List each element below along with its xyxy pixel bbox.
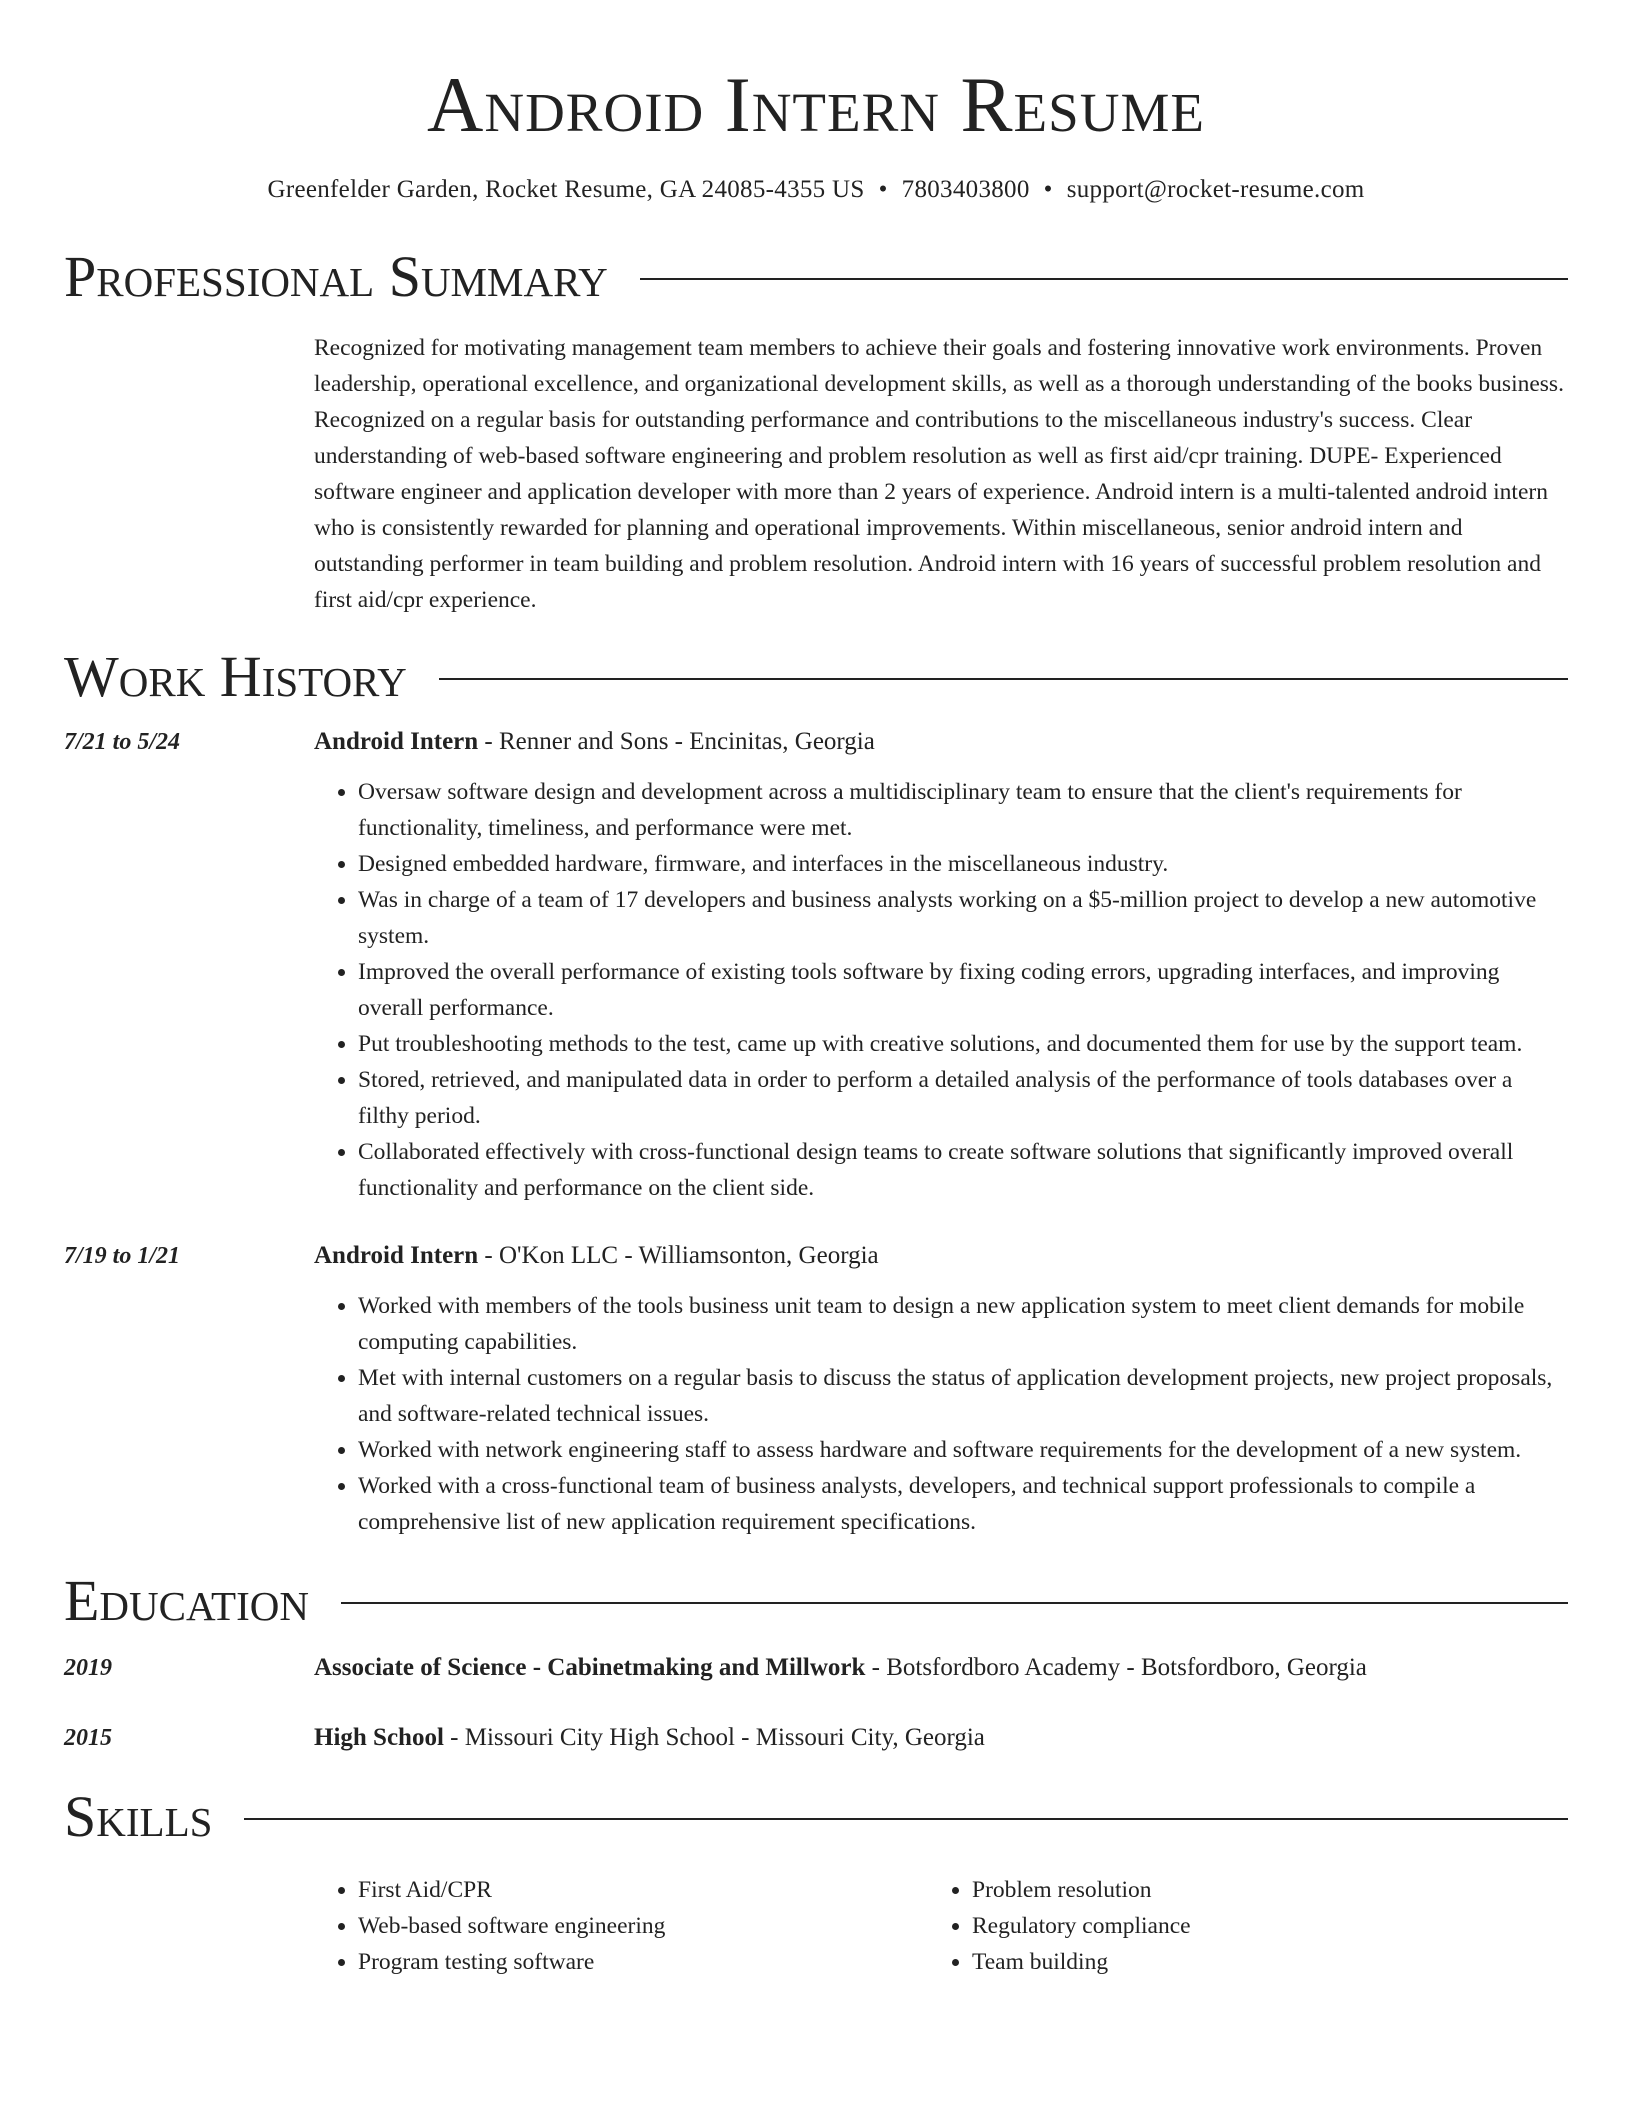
job-entry	[64, 724, 1568, 1206]
skills-list	[314, 1872, 1568, 1980]
work-heading: Work History	[64, 643, 407, 709]
job-header	[314, 724, 1568, 760]
job-bullets	[314, 774, 1568, 1206]
contact-address: Greenfelder Garden, Rocket Resume, GA 24085-4355 US	[267, 176, 865, 203]
summary-heading: Professional Summary	[64, 244, 608, 309]
summary-text: Recognized for motivating management team members to achieve their goals and fostering innovative work environments. Proven leadership, operational excellence, and organizational development skills, as well as a thorough understanding of the books business. Recognized on a regular basis for outstanding performance and contributions to the miscellaneous industry's success. Clear understanding of web-based software engineering and problem resolution as well as first aid/cpr training. DUPE- Experienced software engineer and application developer with more than 2 years of experience. Android intern is a multi-talented android intern who is consistently rewarded for planning and operational improvements. Within miscellaneous, senior android intern and outstanding performer in team building and problem resolution. Android intern with 16 years of successful problem resolution and first aid/cpr experience.	[314, 335, 1564, 613]
job-body	[314, 724, 1568, 1206]
education-heading: Education	[64, 1567, 309, 1633]
contact-email: support@rocket-resume.com	[1066, 176, 1365, 203]
job-bullet: • Worked with a cross-functional team of business analysts, developers, and technical support professionals to compile a comprehensive list of new application requirement specifications.	[358, 1468, 1568, 1540]
job-details: - O'Kon LLC - Williamsonton, Georgia	[478, 1241, 879, 1269]
education-details: - Missouri City High School - Missouri City, Georgia	[443, 1723, 985, 1751]
job-bullet: • Was in charge of a team of 17 developers and business analysts working on a $5-million project to develop a new automotive system.	[358, 882, 1568, 954]
education-entry	[64, 1650, 1568, 1686]
job-entry	[64, 1238, 1568, 1540]
skills-section-header	[64, 1782, 1568, 1852]
education-body	[314, 1720, 1568, 1756]
education-entry	[64, 1720, 1568, 1756]
job-body	[314, 1238, 1568, 1540]
section-divider	[341, 1602, 1568, 1604]
contact-line	[64, 174, 1568, 206]
job-bullet: • Worked with members of the tools business unit team to design a new application system to meet client demands for mobile computing capabilities.	[358, 1288, 1568, 1360]
job-bullets	[314, 1288, 1568, 1540]
skill-item: • Regulatory compliance	[972, 1908, 1542, 1944]
skill-item: • First Aid/CPR	[358, 1872, 928, 1908]
job-dates: 7/21 to 5/24	[64, 728, 181, 755]
education-year: 2019	[64, 1654, 112, 1681]
job-bullet: • Improved the overall performance of existing tools software by fixing coding errors, upgrading interfaces, and improving overall performance.	[358, 954, 1568, 1026]
section-divider	[640, 278, 1568, 280]
skill-item: • Team building	[972, 1944, 1542, 1980]
education-degree: Associate of Science - Cabinetmaking and Millwork	[314, 1653, 866, 1681]
education-body	[314, 1650, 1568, 1686]
skills-column-left	[314, 1872, 928, 1980]
education-year: 2015	[64, 1724, 112, 1751]
skills-heading: Skills	[64, 1783, 213, 1849]
job-title: Android Intern	[314, 1241, 479, 1269]
contact-phone: 7803403800	[901, 176, 1030, 203]
summary-section-header	[64, 242, 1568, 312]
education-degree: High School	[314, 1723, 444, 1751]
section-divider	[244, 1818, 1568, 1820]
job-bullet: • Put troubleshooting methods to the test, came up with creative solutions, and documented them for use by the support team.	[358, 1026, 1568, 1062]
skill-item: • Problem resolution	[972, 1872, 1542, 1908]
job-bullet: • Worked with network engineering staff to assess hardware and software requirements for the development of a new system.	[358, 1432, 1568, 1468]
education-details: - Botsfordboro Academy - Botsfordboro, Georgia	[865, 1653, 1367, 1681]
section-divider	[439, 678, 1568, 680]
job-bullet: • Oversaw software design and development across a multidisciplinary team to ensure that the client's requirements for functionality, timeliness, and performance were met.	[358, 774, 1568, 846]
job-bullet: • Designed embedded hardware, firmware, and interfaces in the miscellaneous industry.	[358, 846, 1568, 882]
job-header	[314, 1238, 1568, 1274]
job-dates: 7/19 to 1/21	[64, 1242, 181, 1269]
resume-title: Android Intern Resume	[427, 61, 1205, 148]
job-title: Android Intern	[314, 727, 479, 755]
skill-item: • Web-based software engineering	[358, 1908, 928, 1944]
contact-separator: •	[1043, 176, 1053, 203]
education-section-header	[64, 1566, 1568, 1636]
skill-item: • Program testing software	[358, 1944, 928, 1980]
job-details: - Renner and Sons - Encinitas, Georgia	[478, 727, 875, 755]
job-bullet: • Collaborated effectively with cross-functional design teams to create software solutions that significantly improved overall functionality and performance on the client side.	[358, 1134, 1568, 1206]
job-bullet: • Met with internal customers on a regular basis to discuss the status of application development projects, new project proposals, and software-related technical issues.	[358, 1360, 1568, 1432]
job-bullet: • Stored, retrieved, and manipulated data in order to perform a detailed analysis of the performance of tools databases over a filthy period.	[358, 1062, 1568, 1134]
skills-column-right	[928, 1872, 1542, 1980]
work-section-header	[64, 642, 1568, 712]
contact-separator: •	[878, 176, 888, 203]
